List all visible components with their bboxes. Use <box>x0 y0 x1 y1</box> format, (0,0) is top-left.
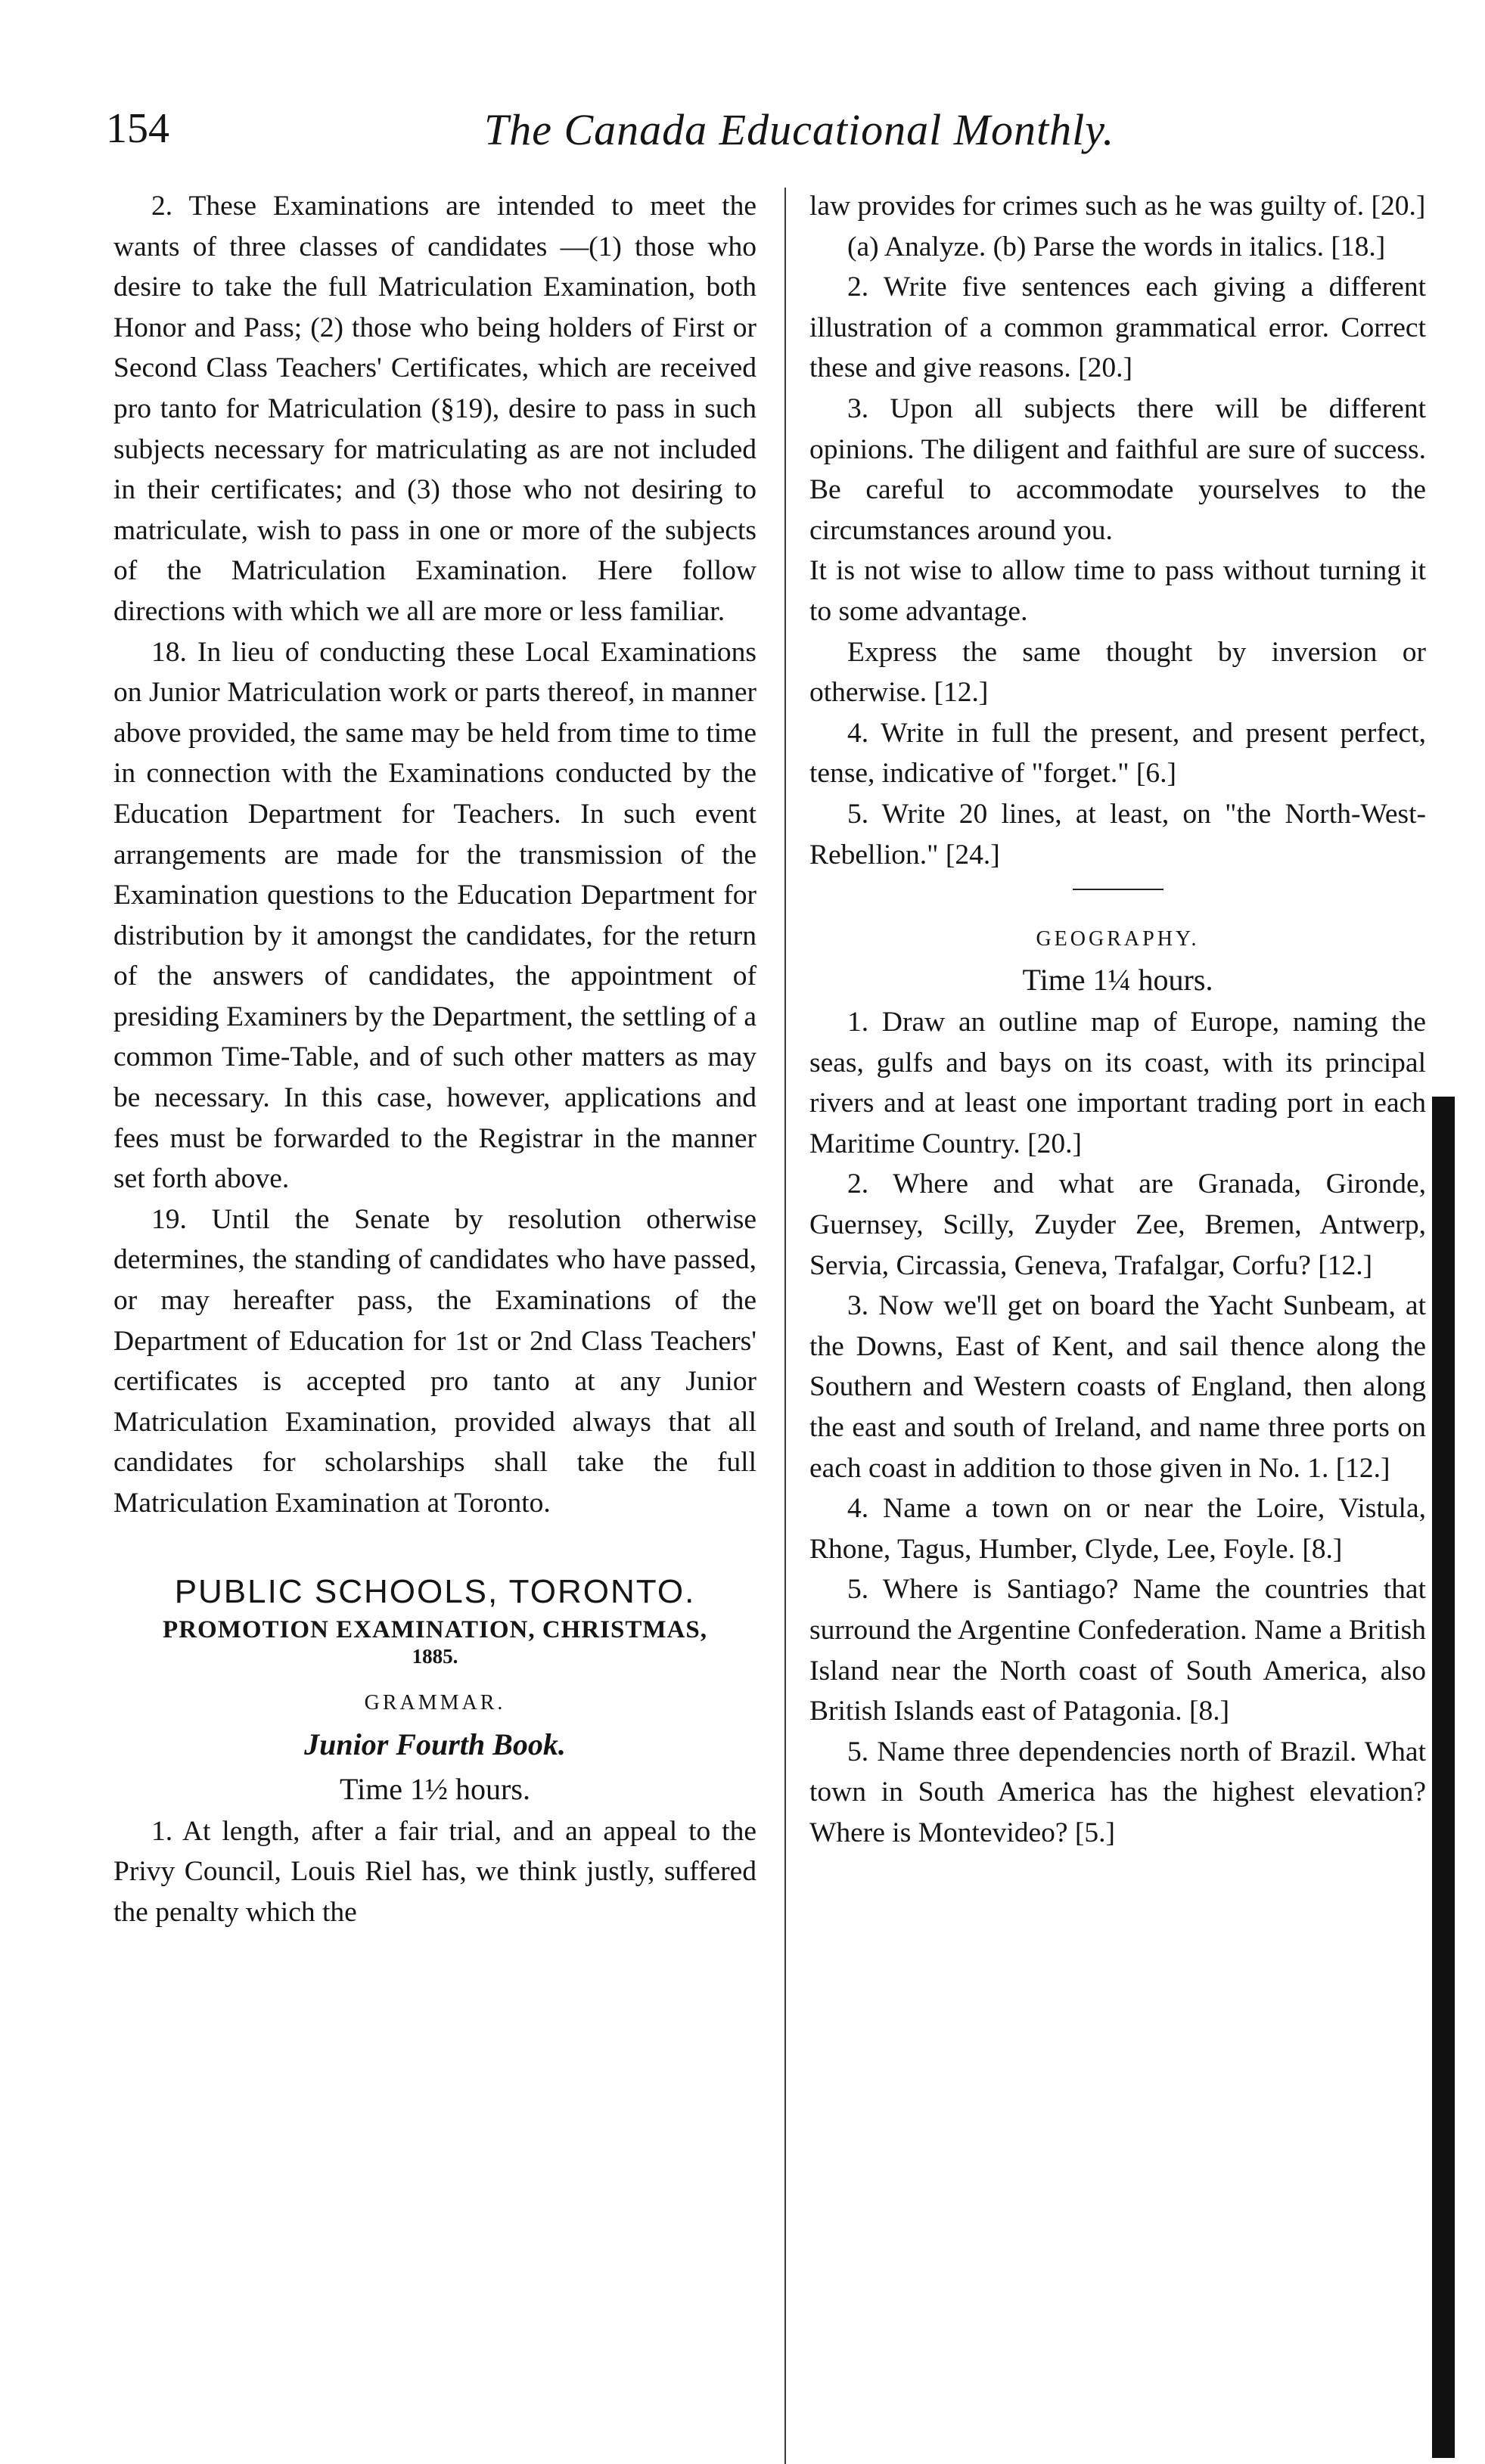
grammar-question-1: 1. At length, after a fair trial, and an appeal to the Privy Council, Louis Riel has, we think justly, suffered the penalty which the <box>113 1815 756 1928</box>
paragraph-19: 19. Until the Senate by resolution otherwise determines, the standing of candidates who have passed, or may hereafter pass, the Examinations of the Department of Education for 1st or 2nd Class Teachers' certificates is accepted pro tanto at any Junior Matriculation Examination, provided always that all candidates for scholarships shall take the full Matriculation Examination at Toronto. <box>113 1203 756 1519</box>
subject-heading-grammar: GRAMMAR. <box>364 1690 506 1715</box>
right-column <box>809 186 1426 1854</box>
geography-question-3: 3. Now we'll get on board the Yacht Sunbeam, at the Downs, East of Kent, and sail thence along the Southern and Western coasts of England, then along the east and south of Ireland, and name three ports on each coast in addition to those given in No. 1. [12.] <box>809 1290 1426 1484</box>
geography-question-2: 2. Where and what are Granada, Gironde, Guernsey, Scilly, Zuyder Zee, Bremen, Antwerp, Servia, Circassia, Geneva, Trafalgar, Corfu? [12.] <box>809 1168 1426 1281</box>
page-number: 154 <box>106 105 169 152</box>
section-subtitle: PROMOTION EXAMINATION, CHRISTMAS, <box>163 1615 707 1643</box>
geography-question-5: 5. Where is Santiago? Name the countries that surround the Argentine Confederation. Name a British Island near the North coast of South America, also British Islands east of Patagonia. [8.] <box>809 1574 1426 1727</box>
grammar-question-5: 5. Write 20 lines, at least, on "the North-West-Rebellion." [24.] <box>809 798 1426 870</box>
page-header <box>106 104 1392 165</box>
book-title: Junior Fourth Book. <box>304 1727 566 1761</box>
time-allowed-geography: Time 1¼ hours. <box>1022 963 1213 998</box>
column-divider <box>784 188 786 2464</box>
paragraph-2: 2. These Examinations are intended to meet the wants of three classes of candidates —(1) those who desire to take the full Matriculation Examination, both Honor and Pass; (2) those who being holders of First or Second Class Teachers' Certificates, which are received pro tanto for Matriculation (§19), desire to pass in such subjects necessary for matriculating as are not included in their certificates; and (3) those who not desiring to matriculate, wish to pass in one or more of the subjects of the Matriculation Examination. Here follow directions with which we all are more or less familiar. <box>113 191 756 627</box>
paragraph-18: 18. In lieu of conducting these Local Examinations on Junior Matriculation work or parts thereof, in manner above provided, the same may be held from time to time in connection with the Examinations conducted by the Education Department for Teachers. In such event arrangements are made for the transmission of the Examination questions to the Education Department for distribution by it amongst the candidates, for the return of the answers of candidates, the appointment of presiding Examiners by the Department, the settling of a common Time-Table, and of such other matters as may be necessary. In this case, however, applications and fees must be forwarded to the Registrar in the manner set forth above. <box>113 636 756 1195</box>
grammar-question-1-parts: (a) Analyze. (b) Parse the words in italics. [18.] <box>847 231 1386 262</box>
time-allowed-grammar: Time 1½ hours. <box>340 1771 530 1806</box>
geography-question-4: 4. Name a town on or near the Loire, Vistula, Rhone, Tagus, Humber, Clyde, Lee, Foyle. [8.] <box>809 1493 1426 1565</box>
grammar-question-2: 2. Write five sentences each giving a different illustration of a common grammatical error. Correct these and give reasons. [20.] <box>809 272 1426 384</box>
scan-edge-shadow <box>1432 1097 1455 2458</box>
section-rule <box>1073 889 1163 890</box>
geography-question-1: 1. Draw an outline map of Europe, naming the seas, gulfs and bays on its coast, with its principal rivers and at least one important trading port in each Maritime Country. [20.] <box>809 1007 1426 1159</box>
grammar-question-4: 4. Write in full the present, and present perfect, tense, indicative of "forget." [6.] <box>809 717 1426 790</box>
running-title: The Canada Educational Monthly. <box>484 105 1115 154</box>
grammar-question-3-sentence: It is not wise to allow time to pass without turning it to some advantage. <box>809 555 1426 627</box>
geography-question-6: 5. Name three dependencies north of Brazil. What town in South America has the highest elevation? Where is Montevideo? [5.] <box>809 1736 1426 1848</box>
left-column <box>113 186 756 1932</box>
grammar-question-3: 3. Upon all subjects there will be different opinions. The diligent and faithful are sure of success. Be careful to accommodate yourselves to the circumstances around you. <box>809 393 1426 546</box>
grammar-question-1-continued: law provides for crimes such as he was guilty of. [20.] <box>809 191 1426 222</box>
subject-heading-geography: GEOGRAPHY. <box>1036 927 1200 951</box>
grammar-question-3-instruction: Express the same thought by inversion or otherwise. [12.] <box>809 636 1426 709</box>
section-year: 1885. <box>412 1644 458 1668</box>
section-title: PUBLIC SCHOOLS, TORONTO. <box>174 1572 696 1610</box>
